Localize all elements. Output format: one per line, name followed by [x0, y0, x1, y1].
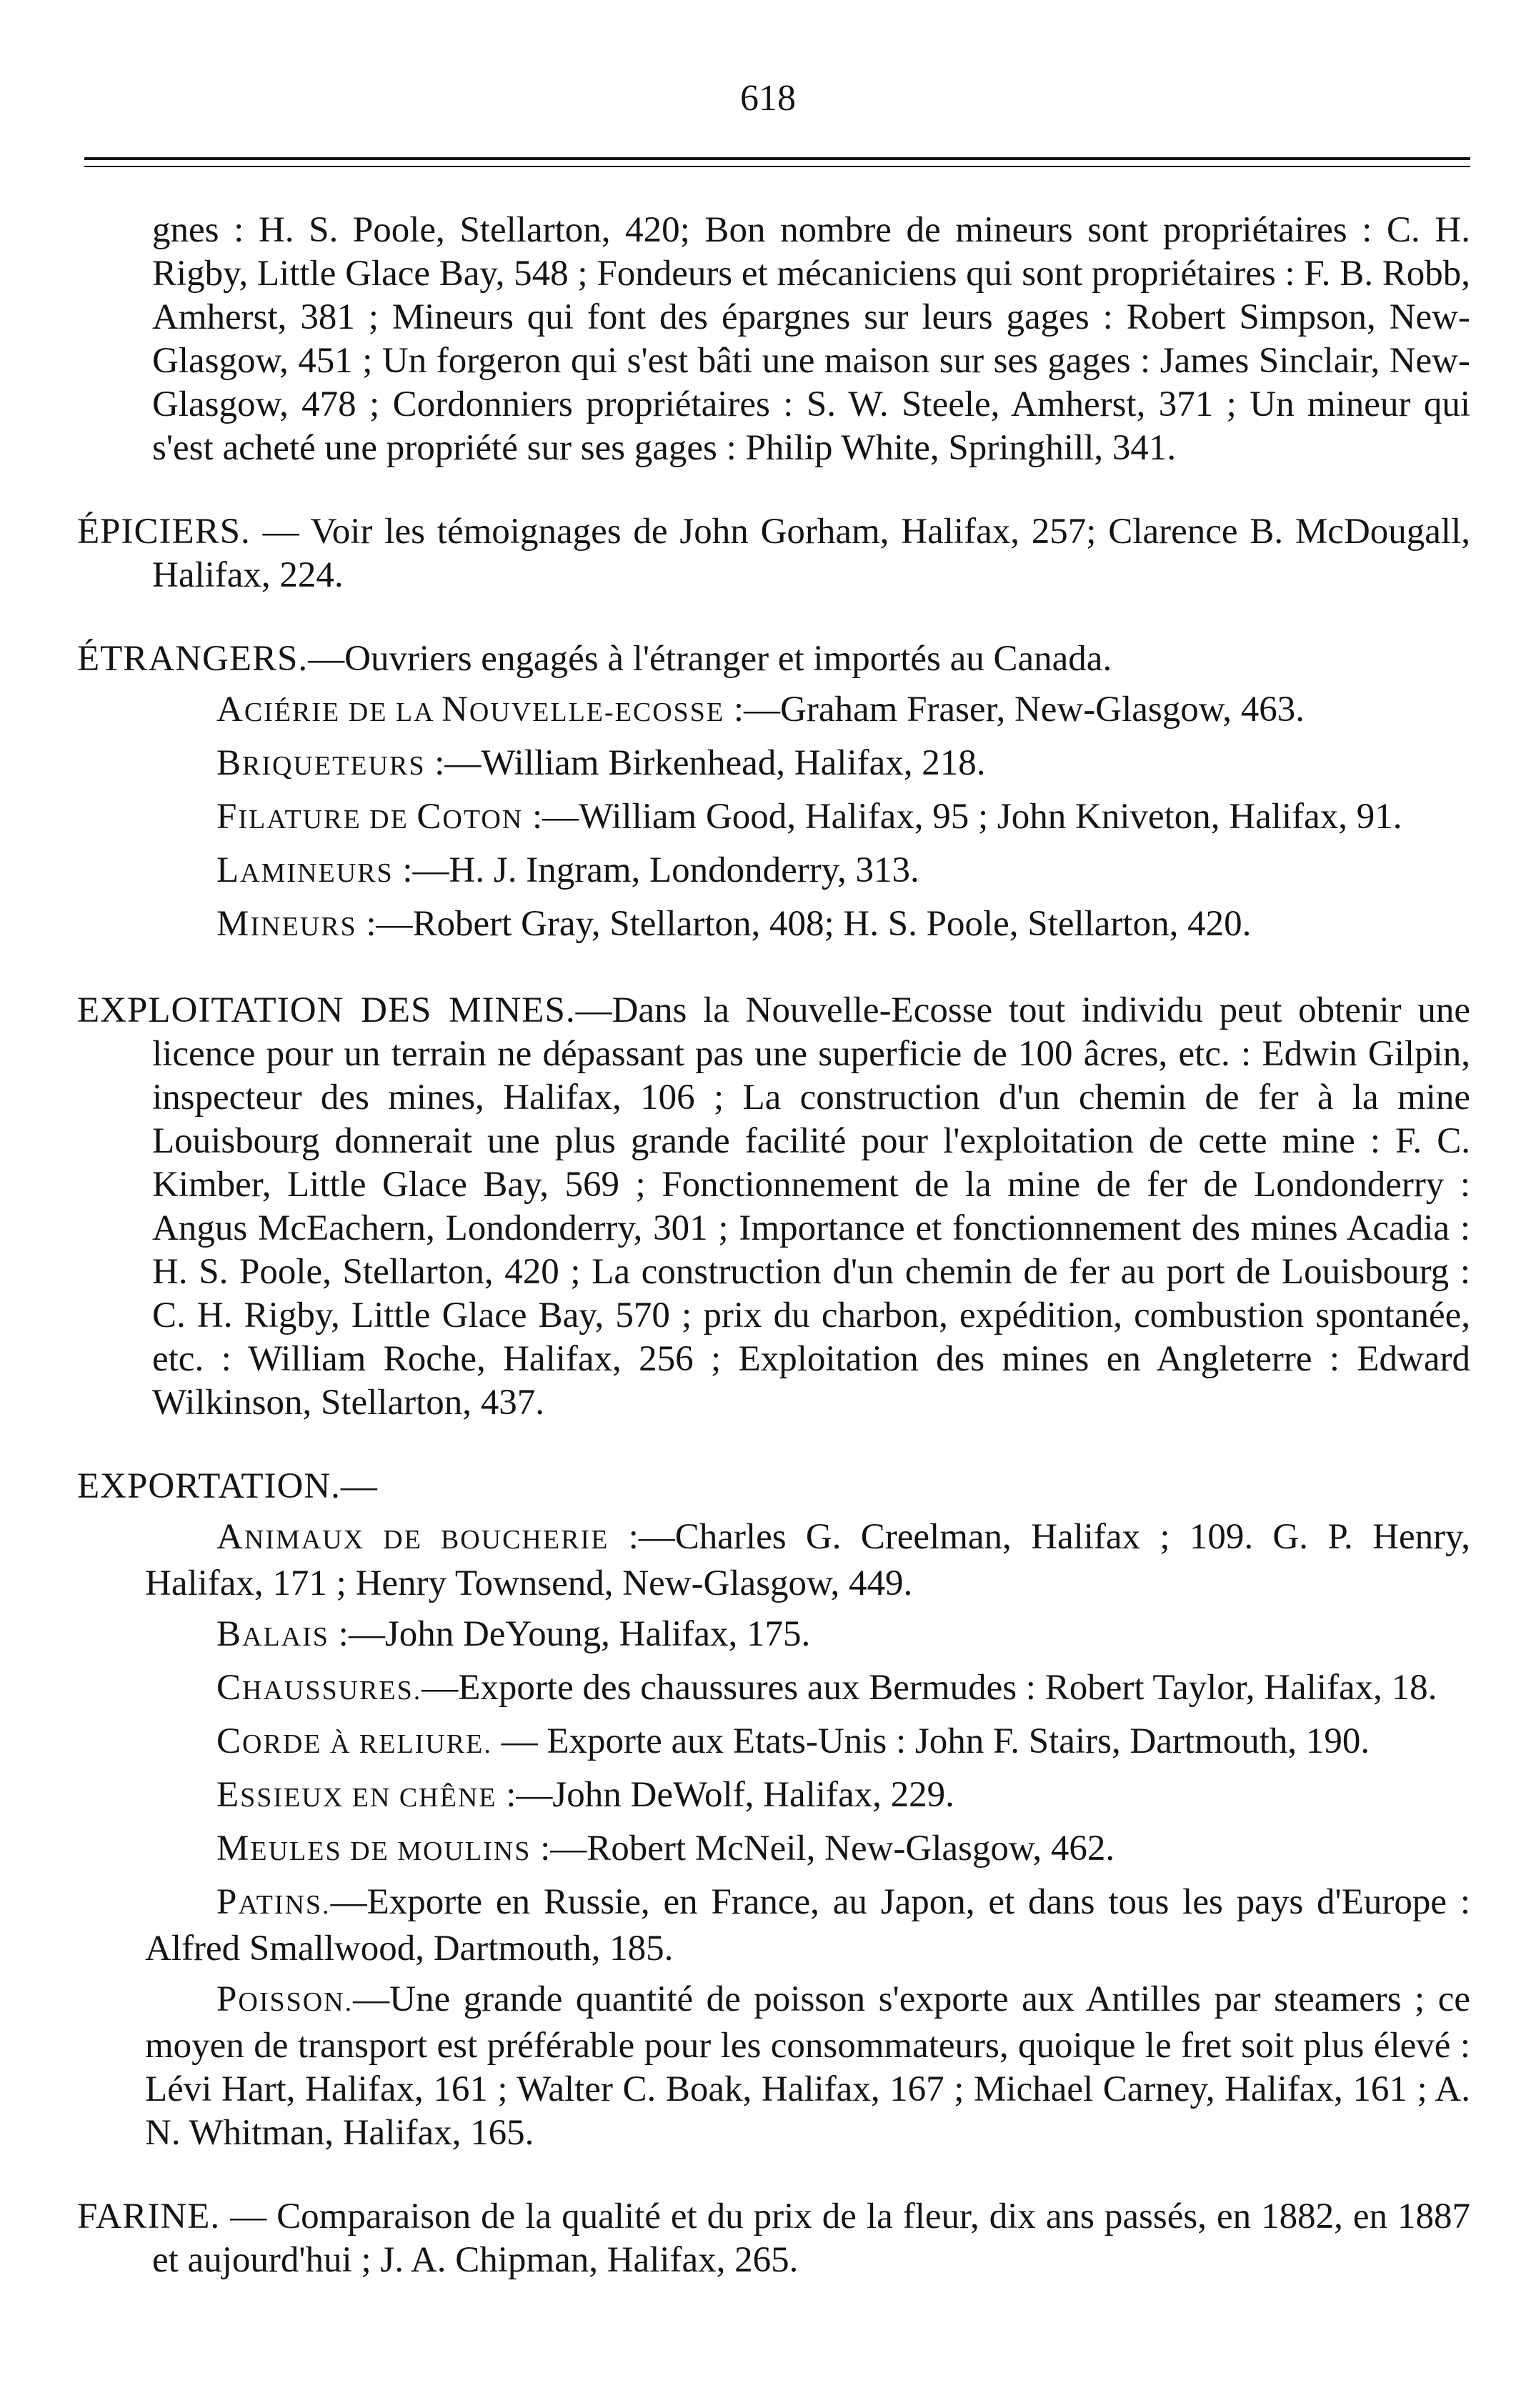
subentry-text: :—H. J. Ingram, Londonderry, 313. [393, 850, 919, 890]
subentry-text: :—Charles G. Creelman, Halifax ; 109. G. P. Henry, Halifax, 171 ; Henry Townsend, New-Glasgow, 449. [145, 1517, 1470, 1603]
entry-heading: ÉPICIERS. [77, 512, 251, 552]
subentry-text: :—Robert Gray, Stellarton, 408; H. S. Poole, Stellarton, 420. [356, 904, 1252, 944]
subentry-text: :—William Birkenhead, Halifax, 218. [425, 743, 986, 783]
subentry-text: :—John DeYoung, Halifax, 175. [329, 1614, 811, 1654]
subentry-text: —Exporte en Russie, en France, au Japon, et dans tous les pays d'Europe : Alfred Smallwood, Dartmouth, 185. [145, 1882, 1470, 1969]
subentry-acierie [77, 688, 1470, 735]
subentry-text: :—Robert McNeil, New-Glasgow, 462. [531, 1829, 1115, 1869]
subentry-text: :—William Good, Halifax, 95 ; John Kniveton, Halifax, 91. [523, 797, 1402, 837]
subentry-heading: ACIÉRIE DE LA NOUVELLE-ECOSSE [216, 690, 725, 730]
subentry-heading: PATINS. [216, 1882, 331, 1922]
subentry-filature [77, 795, 1470, 842]
subentry-text: —Exporte des chaussures aux Bermudes : Robert Taylor, Halifax, 18. [422, 1668, 1437, 1708]
header-rule-thin [84, 166, 1470, 167]
subentry-heading: MEULES DE MOULINS [216, 1829, 532, 1869]
entry-heading: ÉTRANGERS. [77, 639, 309, 679]
entry-heading: EXPLOITATION DES MINES. [77, 990, 576, 1030]
subentry-heading: BALAIS [216, 1614, 329, 1654]
continuation-paragraph: gnes : H. S. Poole, Stellarton, 420; Bon nombre de mineurs sont propriétaires : C. H. Rigby, Little Glace Bay, 548 ; Fondeurs et mécaniciens qui sont propriétaires : F. B. Robb, Amherst, 381 ; Mineurs qui font des épargnes sur leurs gages : Robert Simpson, New-Glasgow, 451 ; Un forgeron qui s'est bâti une maison sur ses gages : James Sinclair, New-Glasgow, 478 ; Cordonniers propriétaires : S. W. Steele, Amherst, 371 ; Un mineur qui s'est acheté une propriété sur ses gages : Philip White, Springhill, 341. [152, 210, 1470, 468]
subentry-meules [77, 1827, 1470, 1874]
subentry-text: :—John DeWolf, Halifax, 229. [497, 1775, 954, 1815]
entry-epiciers [77, 510, 1470, 597]
subentry-poisson [77, 1978, 1470, 2155]
subentry-heading: CORDE À RELIURE. [216, 1721, 492, 1761]
entry-text: — Voir les témoignages de John Gorham, Halifax, 257; Clarence B. McDougall, Halifax, 224. [152, 512, 1470, 595]
entry-exploitation [77, 989, 1470, 1425]
subentry-heading: LAMINEURS [216, 850, 394, 890]
index-body [77, 209, 1470, 2282]
subentry-heading: CHAUSSURES. [216, 1668, 422, 1708]
subentry-briqueteurs [77, 742, 1470, 788]
entry-etrangers [77, 637, 1470, 681]
subentry-text: :—Graham Fraser, New-Glasgow, 463. [724, 690, 1305, 730]
entry-heading: EXPORTATION.— [77, 1466, 378, 1506]
subentry-heading: ANIMAUX DE BOUCHERIE [216, 1517, 609, 1557]
subentry-text: —Une grande quantité de poisson s'exporte aux Antilles par steamers ; ce moyen de transport est préférable pour les consommateurs, quoique le fret soit plus élevé : Lévi Hart, Halifax, 161 ; Walter C. Boak, Halifax, 167 ; Michael Carney, Halifax, 161 ; A. N. Whitman, Halifax, 165. [145, 1979, 1470, 2153]
entry-text: —Ouvriers engagés à l'étranger et importés au Canada. [308, 639, 1112, 679]
subentry-essieux [77, 1773, 1470, 1820]
subentry-corde [77, 1720, 1470, 1766]
subentry-balais [77, 1613, 1470, 1659]
entry-text: — Comparaison de la qualité et du prix de la fleur, dix ans passés, en 1882, en 1887 et aujourd'hui ; J. A. Chipman, Halifax, 265. [152, 2196, 1470, 2280]
subentry-heading: POISSON. [216, 1979, 354, 2019]
subentry-patins [77, 1881, 1470, 1971]
subentry-lamineurs [77, 849, 1470, 895]
entry-exportation [77, 1465, 1470, 1508]
subentry-animaux [77, 1516, 1470, 1606]
entry-farine [77, 2195, 1470, 2282]
subentry-heading: FILATURE DE COTON [216, 797, 524, 837]
subentry-text: — Exporte aux Etats-Unis : John F. Stairs, Dartmouth, 190. [492, 1721, 1370, 1761]
subentry-heading: ESSIEUX EN CHÊNE [216, 1775, 497, 1815]
subentry-heading: BRIQUETEURS [216, 743, 426, 783]
subentry-chaussures [77, 1666, 1470, 1713]
entry-text: —Dans la Nouvelle-Ecosse tout individu peut obtenir une licence pour un terrain ne dépassant pas une superficie de 100 âcres, etc. : Edwin Gilpin, inspecteur des mines, Halifax, 106 ; La construction d'un chemin de fer à la mine Louisbourg donnerait une plus grande facilité pour l'exploitation de cette mine : F. C. Kimber, Little Glace Bay, 569 ; Fonctionnement de la mine de fer de Londonderry : Angus McEachern, Londonderry, 301 ; Importance et fonctionnement des mines Acadia : H. S. Poole, Stellarton, 420 ; La construction d'un chemin de fer au port de Louisbourg : C. H. Rigby, Little Glace Bay, 570 ; prix du charbon, expédition, combustion spontanée, etc. : William Roche, Halifax, 256 ; Exploitation des mines en Angleterre : Edward Wilkinson, Stellarton, 437. [152, 990, 1470, 1423]
subentry-mineurs [77, 902, 1470, 949]
entry-heading: FARINE. [77, 2196, 221, 2237]
header-rule-thick [84, 157, 1470, 160]
subentry-heading: MINEURS [216, 904, 357, 944]
page-number: 618 [740, 78, 796, 119]
